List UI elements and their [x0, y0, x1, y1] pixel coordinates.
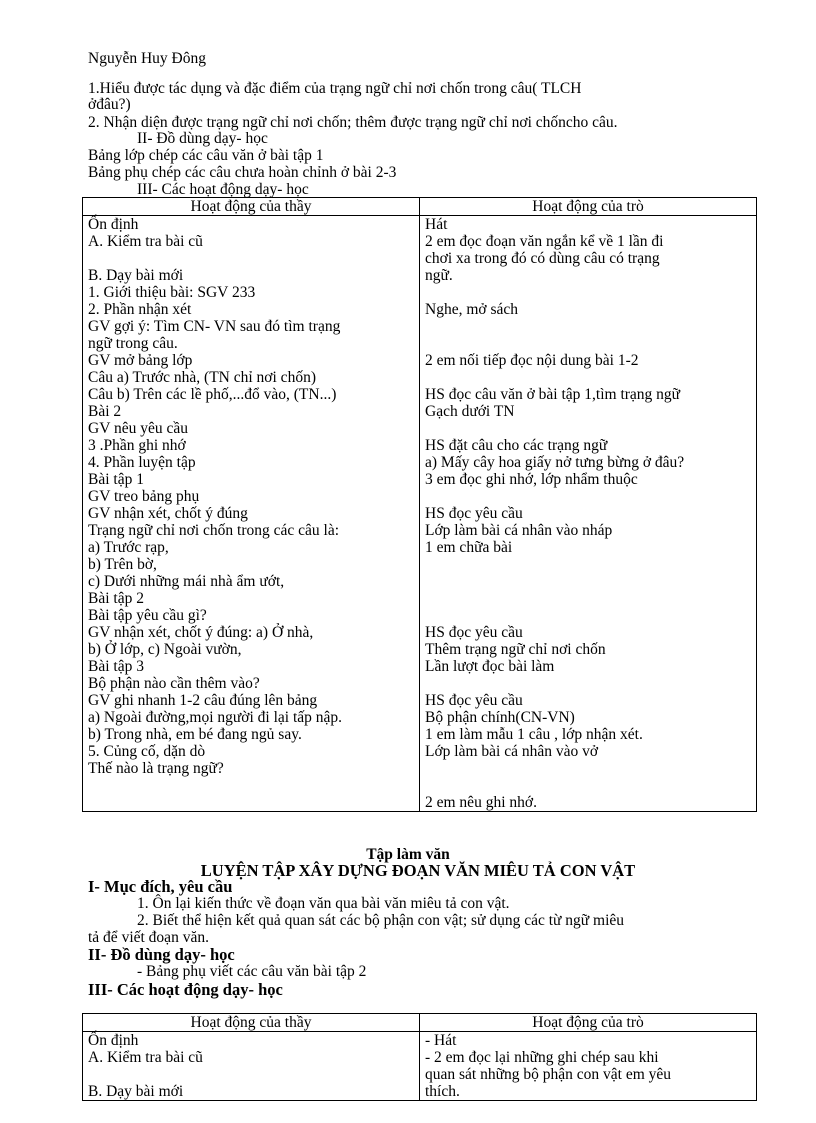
cell-line: 2 em nêu ghi nhớ. — [425, 794, 537, 811]
cell-line — [425, 573, 752, 590]
cell-line: Bộ phận nào cần thêm vào? — [88, 675, 260, 692]
cell-line — [425, 420, 752, 437]
cell-line — [88, 777, 415, 794]
objective-line: tả để viết đoạn văn. — [88, 929, 209, 946]
cell-line — [425, 335, 752, 352]
author-name: Nguyễn Huy Đông — [88, 50, 206, 67]
cell-line: 1 em chữa bài — [425, 539, 513, 556]
cell-line: - 2 em đọc lại những ghi chép sau khi — [425, 1049, 659, 1066]
cell-line: ngữ trong câu. — [88, 335, 178, 352]
section-heading: III- Các hoạt động dạy- học — [88, 980, 283, 999]
teacher-activities-cell — [83, 1032, 420, 1101]
cell-line: B. Dạy bài mới — [88, 1083, 184, 1100]
cell-line: GV mở bảng lớp — [88, 352, 193, 369]
cell-line: 2 em đọc đoạn văn ngắn kể về 1 lần đi — [425, 233, 664, 250]
cell-line: GV nhận xét, chốt ý đúng — [88, 505, 248, 522]
cell-line: Bài tập 3 — [88, 658, 144, 675]
cell-line — [425, 675, 752, 692]
cell-line: b) Trên bờ, — [88, 556, 157, 573]
cell-line: GV nhận xét, chốt ý đúng: a) Ở nhà, — [88, 624, 314, 641]
cell-line — [425, 777, 752, 794]
cell-line: Bài 2 — [88, 403, 122, 420]
cell-line: Câu a) Trước nhà, (TN chỉ nơi chốn) — [88, 369, 316, 386]
cell-line — [88, 1066, 415, 1083]
materials-line: Bảng phụ chép các câu chưa hoàn chỉnh ở bài 2-3 — [88, 164, 397, 181]
objective-line: ởđâu?) — [88, 96, 131, 113]
cell-line — [425, 760, 752, 777]
materials-line: Bảng lớp chép các câu văn ở bài tập 1 — [88, 147, 324, 164]
cell-line — [425, 284, 752, 301]
cell-line: Câu b) Trên các lề phố,...đổ vào, (TN...) — [88, 386, 337, 403]
cell-line — [88, 794, 415, 811]
cell-line: B. Dạy bài mới — [88, 267, 184, 284]
cell-line: ngữ. — [425, 267, 453, 284]
cell-line: A. Kiểm tra bài cũ — [88, 1049, 203, 1066]
table-header-row — [83, 198, 757, 216]
cell-line: 3 em đọc ghi nhớ, lớp nhẩm thuộc — [425, 471, 638, 488]
cell-line: Thêm trạng ngữ chỉ nơi chốn — [425, 641, 606, 658]
activities-table — [82, 197, 757, 812]
cell-line — [425, 607, 752, 624]
cell-line: 2 em nối tiếp đọc nội dung bài 1-2 — [425, 352, 639, 369]
cell-line: a) Mấy cây hoa giấy nở tưng bừng ở đâu? — [425, 454, 685, 471]
cell-line: a) Trước rạp, — [88, 539, 169, 556]
materials-line: - Bảng phụ viết các câu văn bài tập 2 — [137, 963, 367, 980]
cell-line — [425, 488, 752, 505]
cell-line — [425, 590, 752, 607]
cell-line: Bài tập yêu cầu gì? — [88, 607, 207, 624]
cell-line: Thế nào là trạng ngữ? — [88, 760, 224, 777]
cell-line: - Hát — [425, 1032, 457, 1049]
teacher-activities-cell — [83, 216, 420, 812]
cell-line: Ổn định — [88, 1032, 139, 1049]
cell-line: Bài tập 1 — [88, 471, 144, 488]
header-teacher: Hoạt động của thầy — [83, 198, 420, 216]
cell-line: HS đọc yêu cầu — [425, 505, 523, 522]
table-row — [83, 216, 757, 812]
section-heading: II- Đồ dùng dạy- học — [137, 130, 268, 147]
cell-line: 3 .Phần ghi nhớ — [88, 437, 186, 454]
cell-line: HS đọc yêu cầu — [425, 692, 523, 709]
cell-line: a) Ngoài đường,mọi người đi lại tấp nập. — [88, 709, 343, 726]
header-teacher: Hoạt động của thầy — [83, 1014, 420, 1032]
cell-line: HS đọc yêu cầu — [425, 624, 523, 641]
objective-line: 2. Nhận diện được trạng ngữ chỉ nơi chốn; thêm được trạng ngữ chỉ nơi chốncho câu. — [88, 114, 618, 131]
cell-line: Bộ phận chính(CN-VN) — [425, 709, 575, 726]
student-activities-cell — [420, 1032, 757, 1101]
cell-line: Lớp làm bài cá nhân vào nháp — [425, 522, 613, 539]
cell-line: Lần lượt đọc bài làm — [425, 658, 555, 675]
cell-line: 1. Giới thiệu bài: SGV 233 — [88, 284, 256, 301]
cell-line: GV ghi nhanh 1-2 câu đúng lên bảng — [88, 692, 318, 709]
header-student: Hoạt động của trò — [420, 198, 757, 216]
cell-line: Ổn định — [88, 216, 139, 233]
subject-heading: Tập làm văn — [366, 846, 450, 863]
cell-line: Trạng ngữ chỉ nơi chốn trong các câu là: — [88, 522, 340, 539]
cell-line: A. Kiểm tra bài cũ — [88, 233, 203, 250]
cell-line: quan sát những bộ phận con vật em yêu — [425, 1066, 672, 1083]
cell-line — [425, 318, 752, 335]
table-header-row — [83, 1014, 757, 1032]
cell-line: 1 em làm mẫu 1 câu , lớp nhận xét. — [425, 726, 643, 743]
cell-line: 5. Củng cố, dặn dò — [88, 743, 206, 760]
cell-line: Nghe, mở sách — [425, 301, 518, 318]
cell-line — [88, 250, 415, 267]
cell-line: Hát — [425, 216, 448, 233]
objective-line: 2. Biết thể hiện kết quả quan sát các bộ phận con vật; sử dụng các từ ngữ miêu — [137, 912, 625, 929]
cell-line: Gạch dưới TN — [425, 403, 515, 420]
cell-line: 2. Phần nhận xét — [88, 301, 192, 318]
cell-line: b) Ở lớp, c) Ngoài vườn, — [88, 641, 242, 658]
objective-line: 1. Ôn lại kiến thức về đoạn văn qua bài văn miêu tả con vật. — [137, 895, 510, 912]
lesson-title: LUYỆN TẬP XÂY DỰNG ĐOẠN VĂN MIÊU TẢ CON VẬT — [200, 861, 636, 880]
cell-line — [425, 556, 752, 573]
cell-line: thích. — [425, 1083, 460, 1100]
cell-line: Lớp làm bài cá nhân vào vở — [425, 743, 599, 760]
cell-line: 4. Phần luyện tập — [88, 454, 196, 471]
section-heading: III- Các hoạt động dạy- học — [137, 181, 309, 198]
cell-line: c) Dưới những mái nhà ẩm ướt, — [88, 573, 285, 590]
cell-line: HS đặt câu cho các trạng ngữ — [425, 437, 608, 454]
table-row — [83, 1032, 757, 1101]
activities-table-2 — [82, 1013, 757, 1101]
section-heading: I- Mục đích, yêu cầu — [88, 877, 233, 896]
student-activities-cell — [420, 216, 757, 812]
cell-line: chơi xa trong đó có dùng câu có trạng — [425, 250, 660, 267]
cell-line: b) Trong nhà, em bé đang ngủ say. — [88, 726, 302, 743]
section-heading: II- Đồ dùng dạy- học — [88, 945, 235, 964]
cell-line: GV gợi ý: Tìm CN- VN sau đó tìm trạng — [88, 318, 341, 335]
objective-line: 1.Hiểu được tác dụng và đặc điểm của trạng ngữ chỉ nơi chốn trong câu( TLCH — [88, 80, 582, 97]
cell-line — [425, 369, 752, 386]
cell-line: GV treo bảng phụ — [88, 488, 200, 505]
header-student: Hoạt động của trò — [420, 1014, 757, 1032]
cell-line: Bài tập 2 — [88, 590, 144, 607]
cell-line: HS đọc câu văn ở bài tập 1,tìm trạng ngữ — [425, 386, 681, 403]
cell-line: GV nêu yêu cầu — [88, 420, 189, 437]
